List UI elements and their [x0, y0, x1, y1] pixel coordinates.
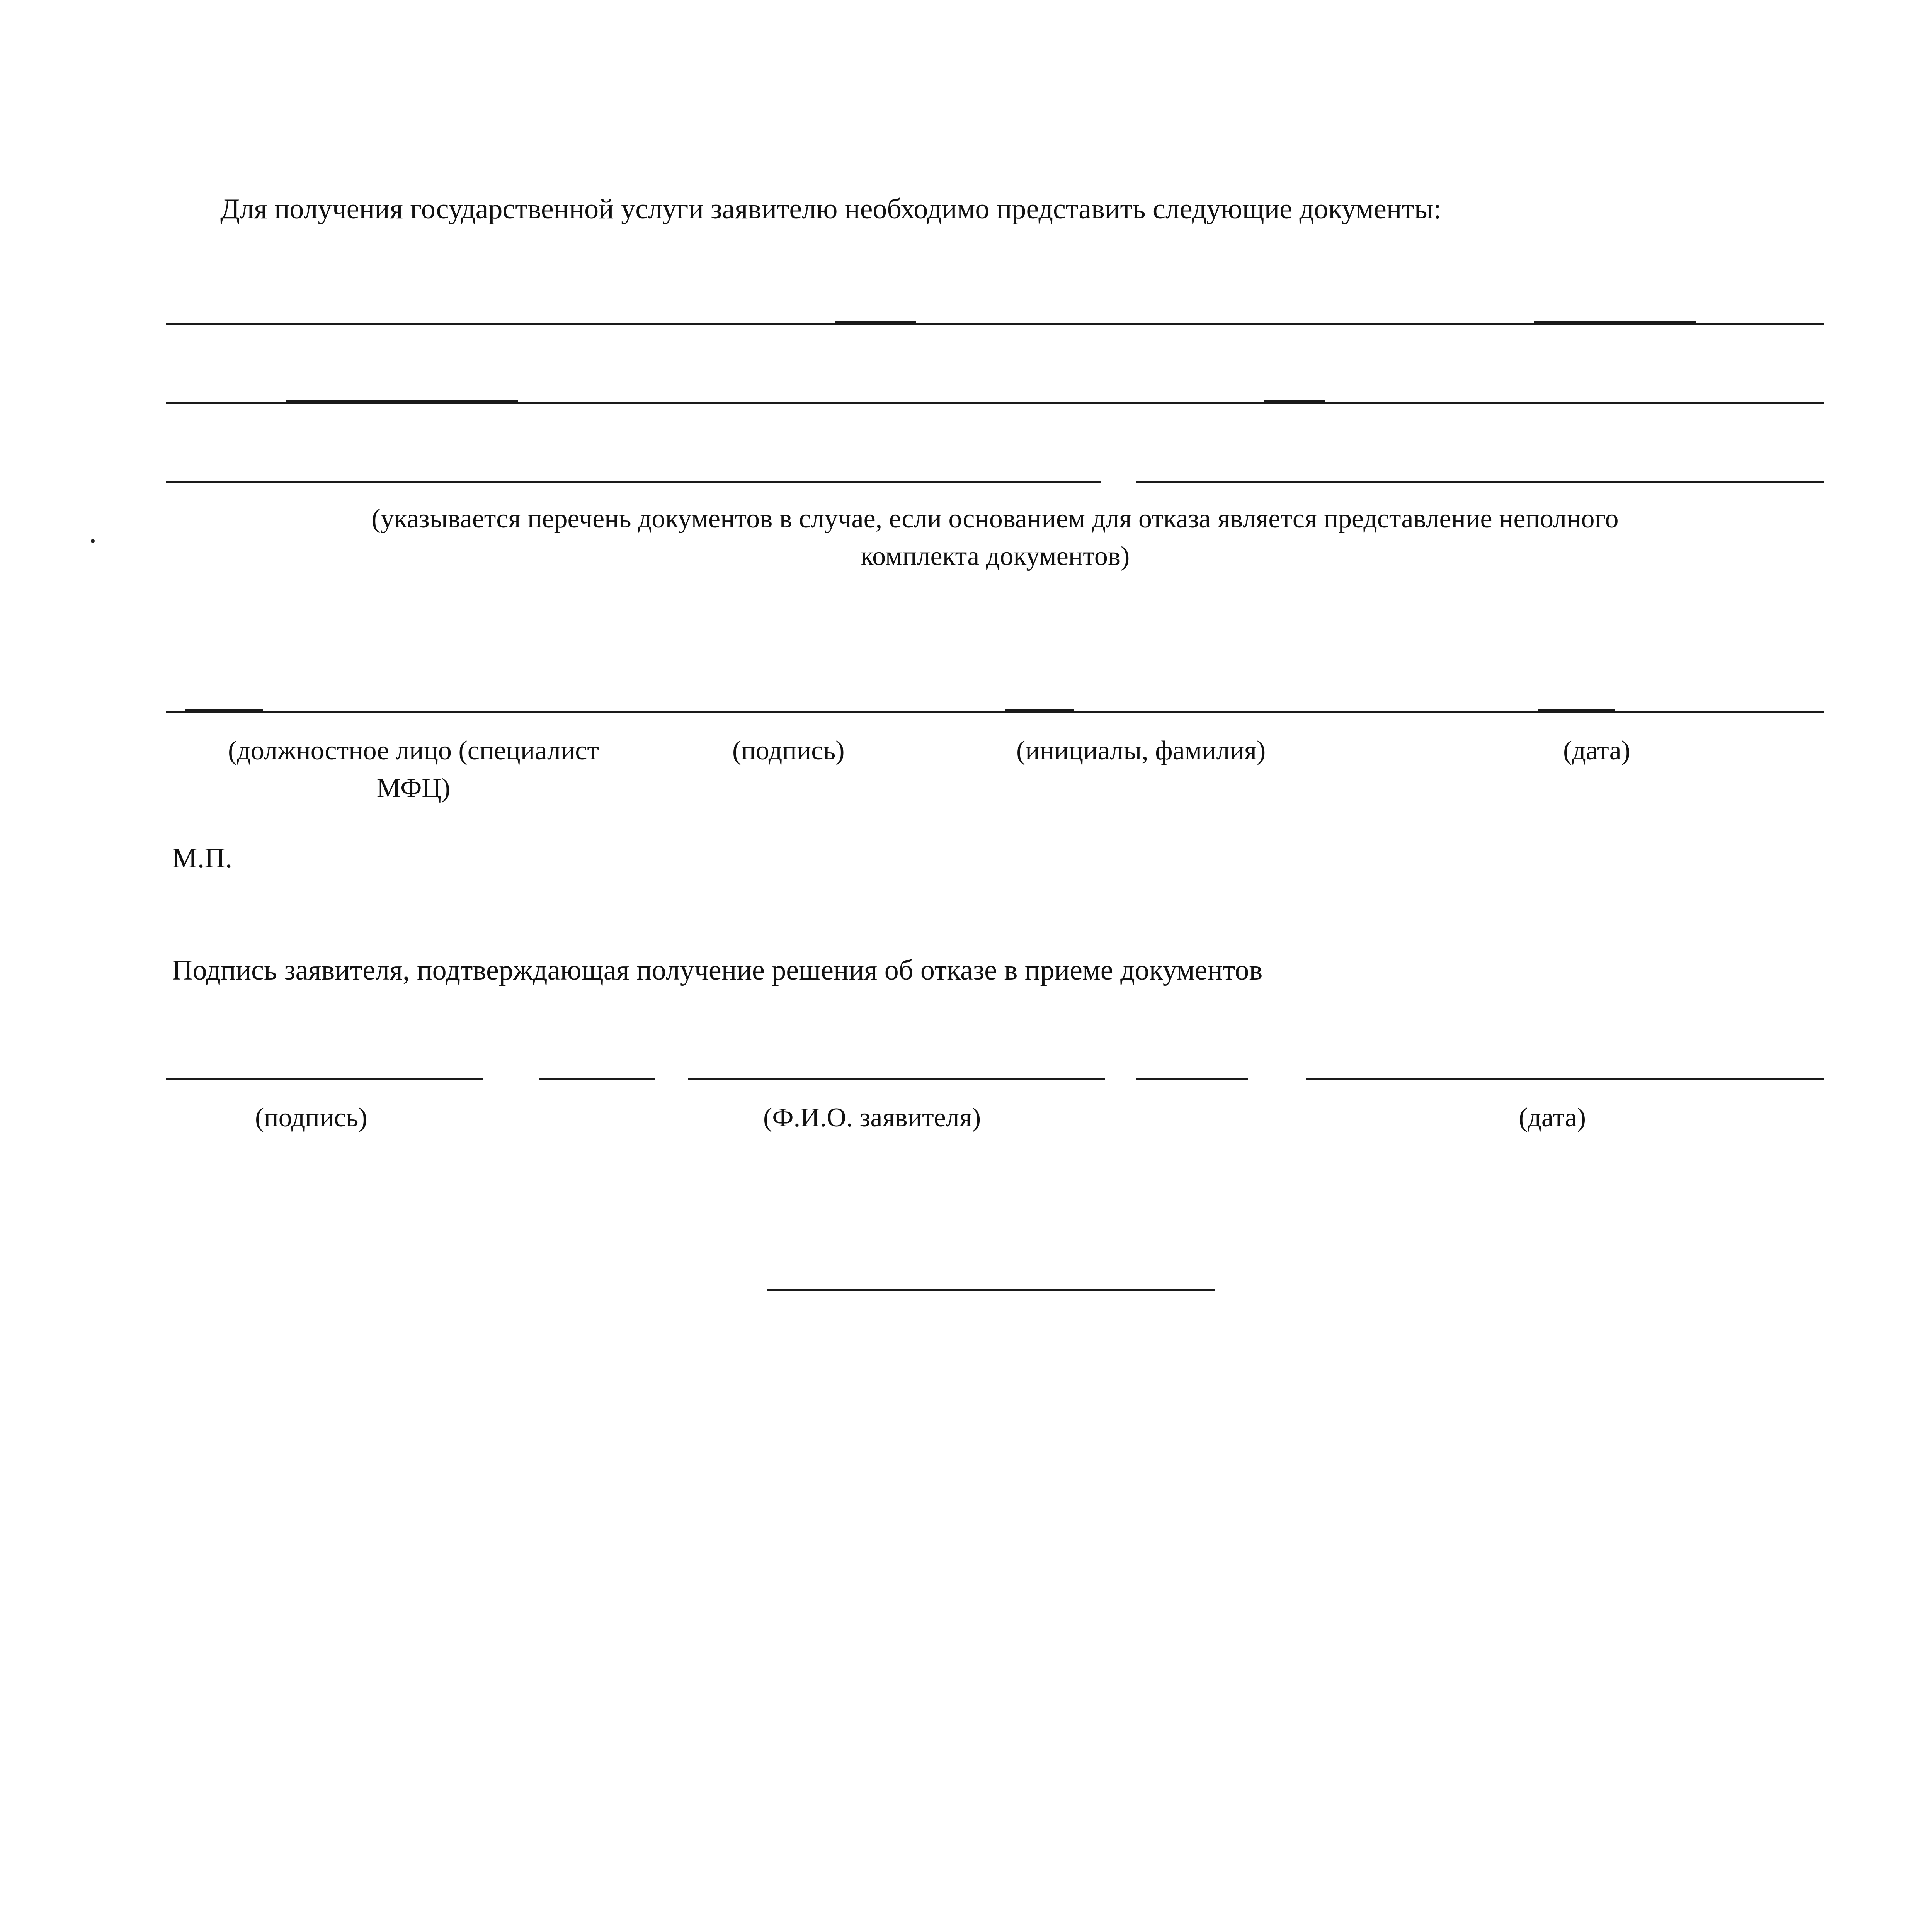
closing-separator — [767, 1289, 1215, 1291]
applicant-signature-line — [166, 1078, 483, 1080]
documents-line-3a — [166, 481, 1101, 483]
scan-speck — [91, 539, 95, 543]
applicant-gap-line-1 — [539, 1078, 655, 1080]
official-position-label-line-1: (должностное лицо (специалист — [228, 736, 599, 765]
official-date-label: (дата) — [1563, 736, 1631, 765]
official-signature-label: (подпись) — [732, 736, 845, 765]
documents-line-3b — [1136, 481, 1824, 483]
official-line-accent-b — [1005, 709, 1074, 712]
official-position-label-line-2: МФЦ) — [376, 773, 451, 803]
applicant-statement: Подпись заявителя, подтверждающая получение решения об отказе в приеме документов — [172, 954, 1263, 986]
applicant-date-line — [1306, 1078, 1824, 1080]
official-name-label: (инициалы, фамилия) — [1016, 736, 1266, 765]
applicant-name-line — [688, 1078, 1105, 1080]
documents-line-1-accent-a — [835, 321, 916, 324]
documents-line-1-accent-b — [1534, 321, 1696, 324]
documents-note-line-1: (указывается перечень документов в случае, если основанием для отказа является представление неполного — [371, 504, 1619, 534]
documents-note — [166, 500, 1824, 575]
official-line-accent-c — [1538, 709, 1615, 712]
applicant-name-label: (Ф.И.О. заявителя) — [763, 1103, 981, 1133]
documents-line-2-accent-a — [286, 400, 518, 403]
official-line-accent-a — [185, 709, 263, 712]
official-position-label — [178, 732, 649, 807]
intro-text: Для получения государственной услуги заявителю необходимо представить следующие документы: — [220, 193, 1442, 225]
seal-mark: М.П. — [172, 842, 233, 874]
documents-line-2-accent-b — [1264, 400, 1325, 403]
documents-note-line-2: комплекта документов) — [860, 541, 1130, 571]
applicant-signature-label: (подпись) — [255, 1103, 367, 1133]
applicant-gap-line-2 — [1136, 1078, 1248, 1080]
applicant-date-label: (дата) — [1519, 1103, 1586, 1133]
